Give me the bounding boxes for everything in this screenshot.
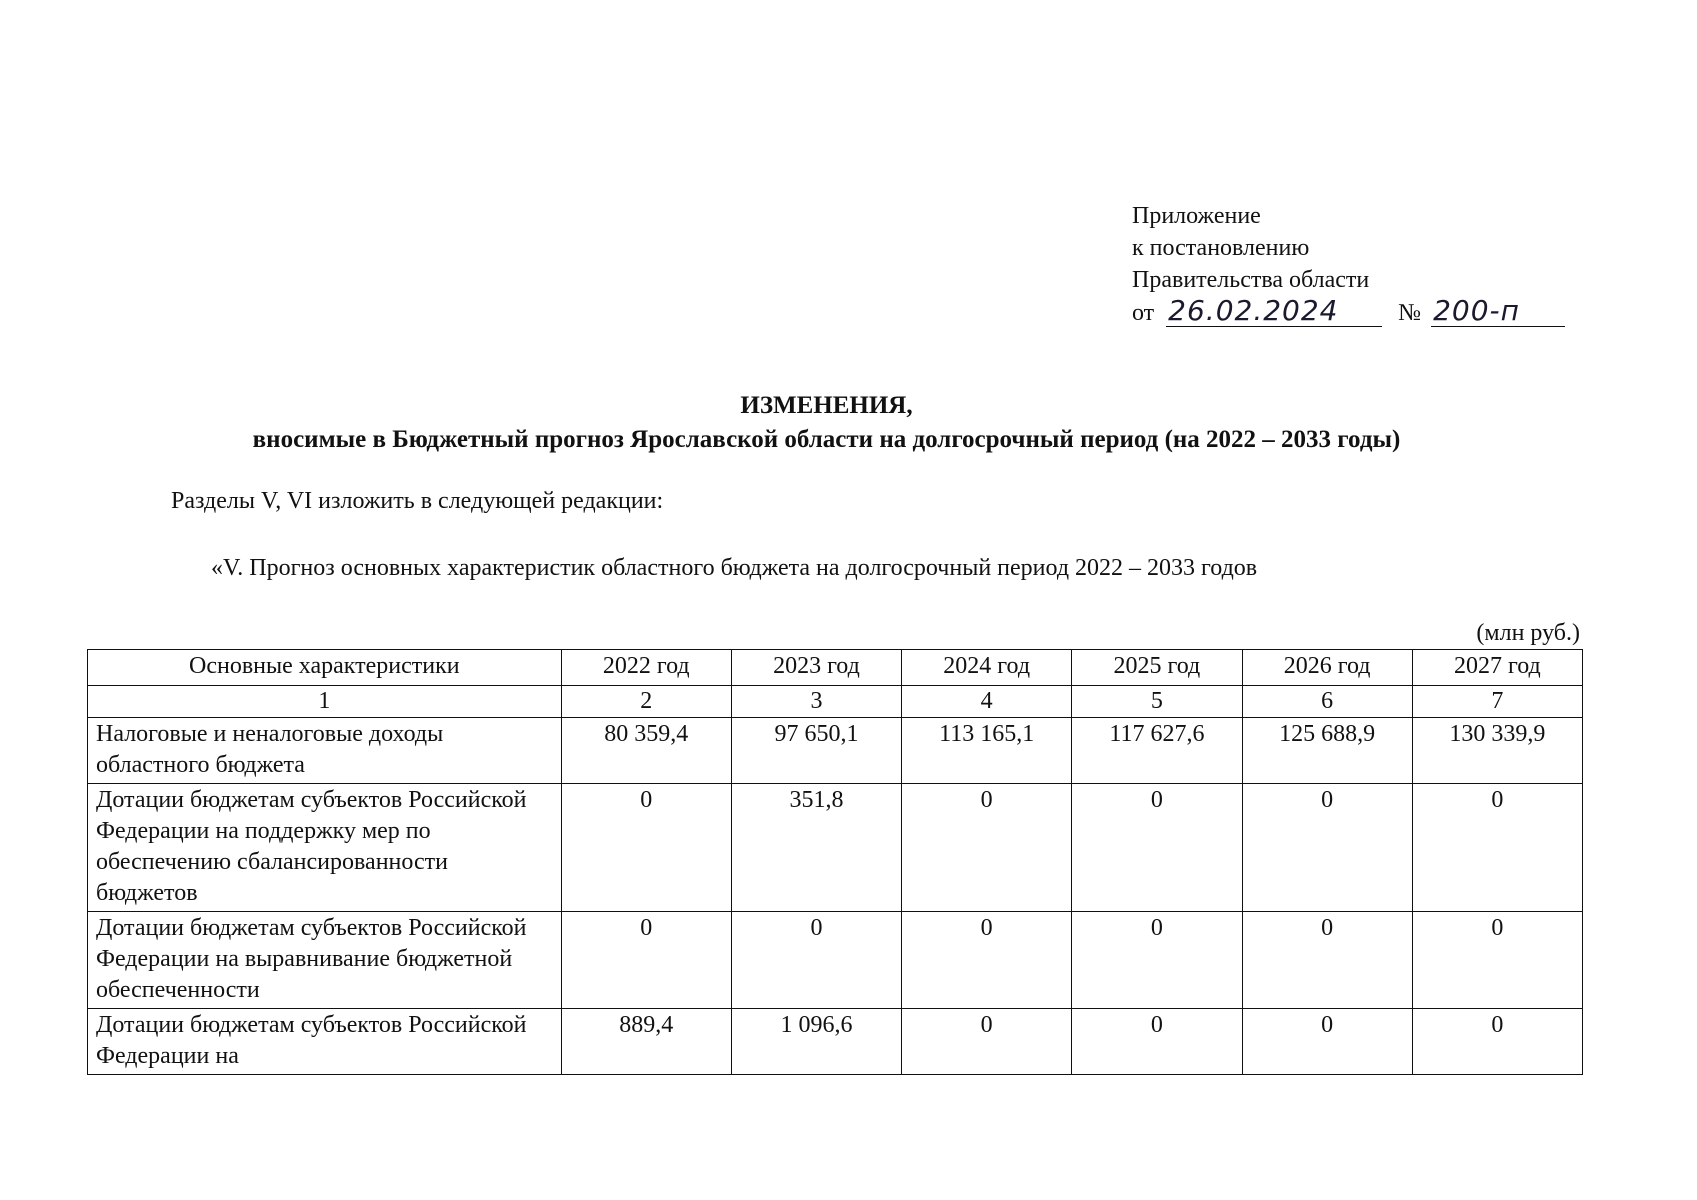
handwritten-date: 26.02.2024 xyxy=(1166,296,1382,327)
intro-text: Разделы V, VI изложить в следующей редакции: xyxy=(171,488,664,514)
row-label: Дотации бюджетам субъектов Российской Федерации на xyxy=(88,1009,562,1075)
table-row xyxy=(88,912,1583,1009)
table-index-row xyxy=(88,686,1583,718)
appendix-block xyxy=(1132,200,1565,329)
value-cell: 0 xyxy=(1242,912,1412,1009)
column-header: 2027 год xyxy=(1412,650,1582,686)
value-cell: 0 xyxy=(902,912,1072,1009)
document-title: ИЗМЕНЕНИЯ, xyxy=(740,392,913,419)
row-label: Дотации бюджетам субъектов Российской Федерации на поддержку мер по обеспечению сбалансированности бюджетов xyxy=(88,784,562,912)
table-header-row xyxy=(88,650,1583,686)
value-cell: 113 165,1 xyxy=(902,718,1072,784)
value-cell: 0 xyxy=(902,784,1072,912)
value-cell: 80 359,4 xyxy=(561,718,731,784)
row-label: Дотации бюджетам субъектов Российской Федерации на выравнивание бюджетной обеспеченности xyxy=(88,912,562,1009)
budget-forecast-table xyxy=(87,649,1583,1075)
table-row xyxy=(88,718,1583,784)
value-cell: 0 xyxy=(561,784,731,912)
value-cell: 0 xyxy=(1412,1009,1582,1075)
value-cell: 117 627,6 xyxy=(1072,718,1242,784)
index-cell: 5 xyxy=(1072,686,1242,718)
handwritten-number: 200-п xyxy=(1431,296,1565,327)
value-cell: 0 xyxy=(1242,784,1412,912)
value-cell: 889,4 xyxy=(561,1009,731,1075)
value-cell: 0 xyxy=(1242,1009,1412,1075)
value-cell: 0 xyxy=(1072,784,1242,912)
index-cell: 7 xyxy=(1412,686,1582,718)
index-cell: 1 xyxy=(88,686,562,718)
index-cell: 4 xyxy=(902,686,1072,718)
index-cell: 3 xyxy=(731,686,901,718)
column-header: 2023 год xyxy=(731,650,901,686)
column-header: 2026 год xyxy=(1242,650,1412,686)
value-cell: 0 xyxy=(1412,784,1582,912)
number-sign: № xyxy=(1398,300,1422,326)
value-cell: 97 650,1 xyxy=(731,718,901,784)
section-heading: «V. Прогноз основных характеристик областного бюджета на долгосрочный период 2022 – 2033 годов xyxy=(211,555,1258,581)
column-header: Основные характеристики xyxy=(88,650,562,686)
value-cell: 0 xyxy=(561,912,731,1009)
value-cell: 0 xyxy=(1072,1009,1242,1075)
column-header: 2024 год xyxy=(902,650,1072,686)
table-row xyxy=(88,784,1583,912)
row-label: Налоговые и неналоговые доходы областного бюджета xyxy=(88,718,562,784)
column-header: 2025 год xyxy=(1072,650,1242,686)
appendix-line-1: Приложение xyxy=(1132,203,1261,229)
value-cell: 0 xyxy=(1412,912,1582,1009)
column-header: 2022 год xyxy=(561,650,731,686)
value-cell: 351,8 xyxy=(731,784,901,912)
appendix-date-line xyxy=(1132,296,1565,329)
value-cell: 0 xyxy=(902,1009,1072,1075)
date-prefix: от xyxy=(1132,300,1155,326)
value-cell: 125 688,9 xyxy=(1242,718,1412,784)
units-label: (млн руб.) xyxy=(1476,620,1580,646)
value-cell: 130 339,9 xyxy=(1412,718,1582,784)
appendix-line-3: Правительства области xyxy=(1132,267,1370,293)
document-subtitle: вносимые в Бюджетный прогноз Ярославской области на долгосрочный период (на 2022 – 2033 годы) xyxy=(252,426,1401,453)
value-cell: 1 096,6 xyxy=(731,1009,901,1075)
index-cell: 2 xyxy=(561,686,731,718)
appendix-line-2: к постановлению xyxy=(1132,235,1310,261)
value-cell: 0 xyxy=(731,912,901,1009)
value-cell: 0 xyxy=(1072,912,1242,1009)
table-row xyxy=(88,1009,1583,1075)
index-cell: 6 xyxy=(1242,686,1412,718)
